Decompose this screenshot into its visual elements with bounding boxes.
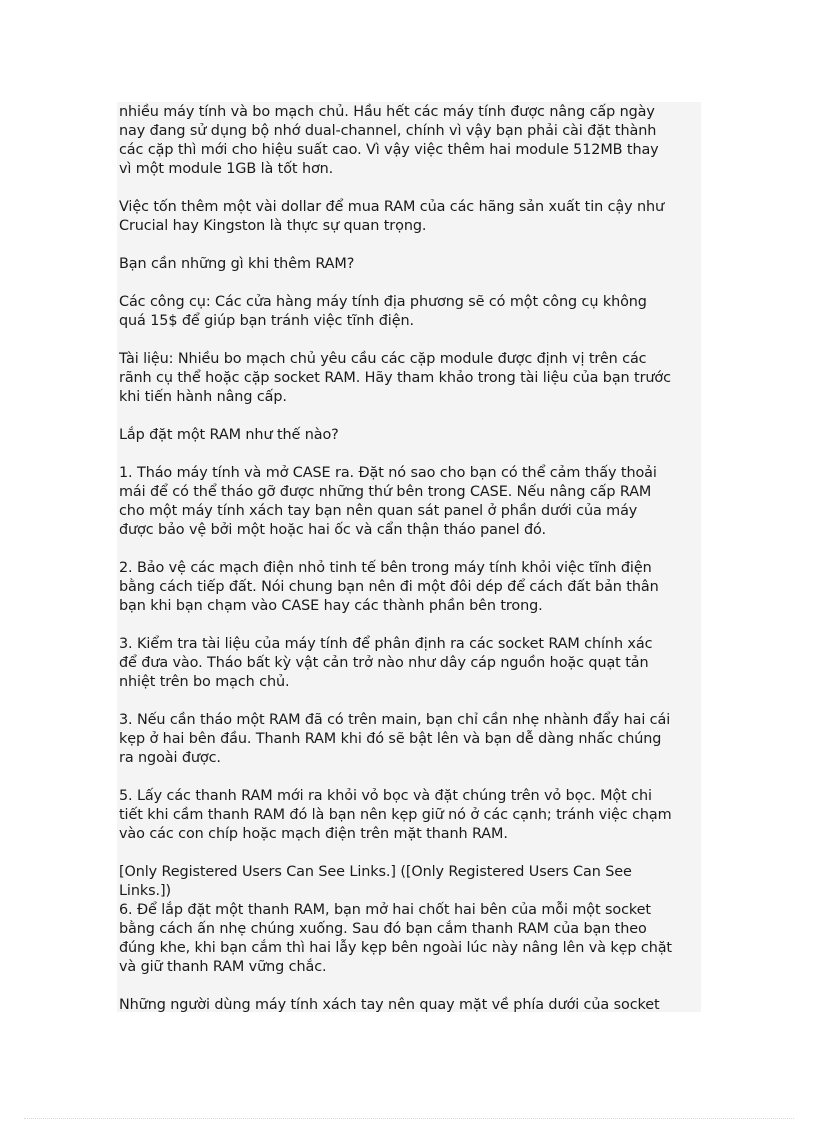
step-3-remove-ram: 3. Nếu cần tháo một RAM đã có trên main, bạn chỉ cần nhẹ nhành đẩy hai cái kẹp ở hai bên đầu. Thanh RAM khi đó sẽ bật lên và bạn dễ dàng nhấc chúng ra ngoài được. <box>119 712 671 766</box>
paragraph-documentation: Tài liệu: Nhiều bo mạch chủ yêu cầu các cặp module được định vị trên các rãnh cụ thể hoặc cặp socket RAM. Hãy tham khảo trong tài liệu của bạn trước khi tiến hành nâng cấp. <box>119 351 671 405</box>
step-3-check-docs: 3. Kiểm tra tài liệu của máy tính để phân định ra các socket RAM chính xác để đưa vào. Tháo bất kỳ vật cản trở nào như dây cáp nguồn hoặc quạt tản nhiệt trên bo mạch chủ. <box>119 636 653 690</box>
heading-what-you-need: Bạn cần những gì khi thêm RAM? <box>119 256 355 272</box>
page-bottom-divider <box>24 1118 794 1119</box>
heading-how-to-install: Lắp đặt một RAM như thế nào? <box>119 427 339 443</box>
paragraph-laptop-users: Những người dùng máy tính xách tay nên quay mặt về phía dưới của socket <box>119 997 660 1013</box>
step-1: 1. Tháo máy tính và mở CASE ra. Đặt nó sao cho bạn có thể cảm thấy thoải mái để có thể tháo gỡ được những thứ bên trong CASE. Nếu nâng cấp RAM cho một máy tính xách tay bạn nên quan sát panel ở phần dưới của máy được bảo vệ bởi một hoặc hai ốc và cẩn thận tháo panel đó. <box>119 465 657 538</box>
paragraph-ram-brands: Việc tốn thêm một vài dollar để mua RAM của các hãng sản xuất tin cậy như Crucial hay Kingston là thực sự quan trọng. <box>119 199 665 234</box>
step-2: 2. Bảo vệ các mạch điện nhỏ tinh tế bên trong máy tính khỏi việc tĩnh điện bằng cách tiếp đất. Nói chung bạn nên đi một đôi dép để cách đất bản thân bạn khi bạn chạm vào CASE hay các thành phần bên trong. <box>119 560 659 614</box>
step-5: 5. Lấy các thanh RAM mới ra khỏi vỏ bọc và đặt chúng trên vỏ bọc. Một chi tiết khi cầm thanh RAM đó là bạn nên kẹp giữ nó ở các cạnh; tránh việc chạm vào các con chíp hoặc mạch điện trên mặt thanh RAM. <box>119 788 672 842</box>
paragraph-dual-channel: nhiều máy tính và bo mạch chủ. Hầu hết các máy tính được nâng cấp ngày nay đang sử dụng bộ nhớ dual-channel, chính vì vậy bạn phải cài đặt thành các cặp thì mới cho hiệu suất cao. Vì vậy việc thêm hai module 512MB thay vì một module 1GB là tốt hơn. <box>119 104 659 177</box>
paragraph-tools: Các công cụ: Các cửa hàng máy tính địa phương sẽ có một công cụ không quá 15$ để giúp bạn tránh việc tĩnh điện. <box>119 294 647 329</box>
step-6-with-links: [Only Registered Users Can See Links.] ([Only Registered Users Can See Links.]) 6. Để lắp đặt một thanh RAM, bạn mở hai chốt hai bên của mỗi một socket bằng cách ấn nhẹ chúng xuống. Sau đó bạn cắm thanh RAM của bạn theo đúng khe, khi bạn cắm thì hai lẫy kẹp bên ngoài lúc này nâng lên và kẹp chặt và giữ thanh RAM vững chắc. <box>119 864 672 975</box>
document-body <box>119 103 703 1015</box>
